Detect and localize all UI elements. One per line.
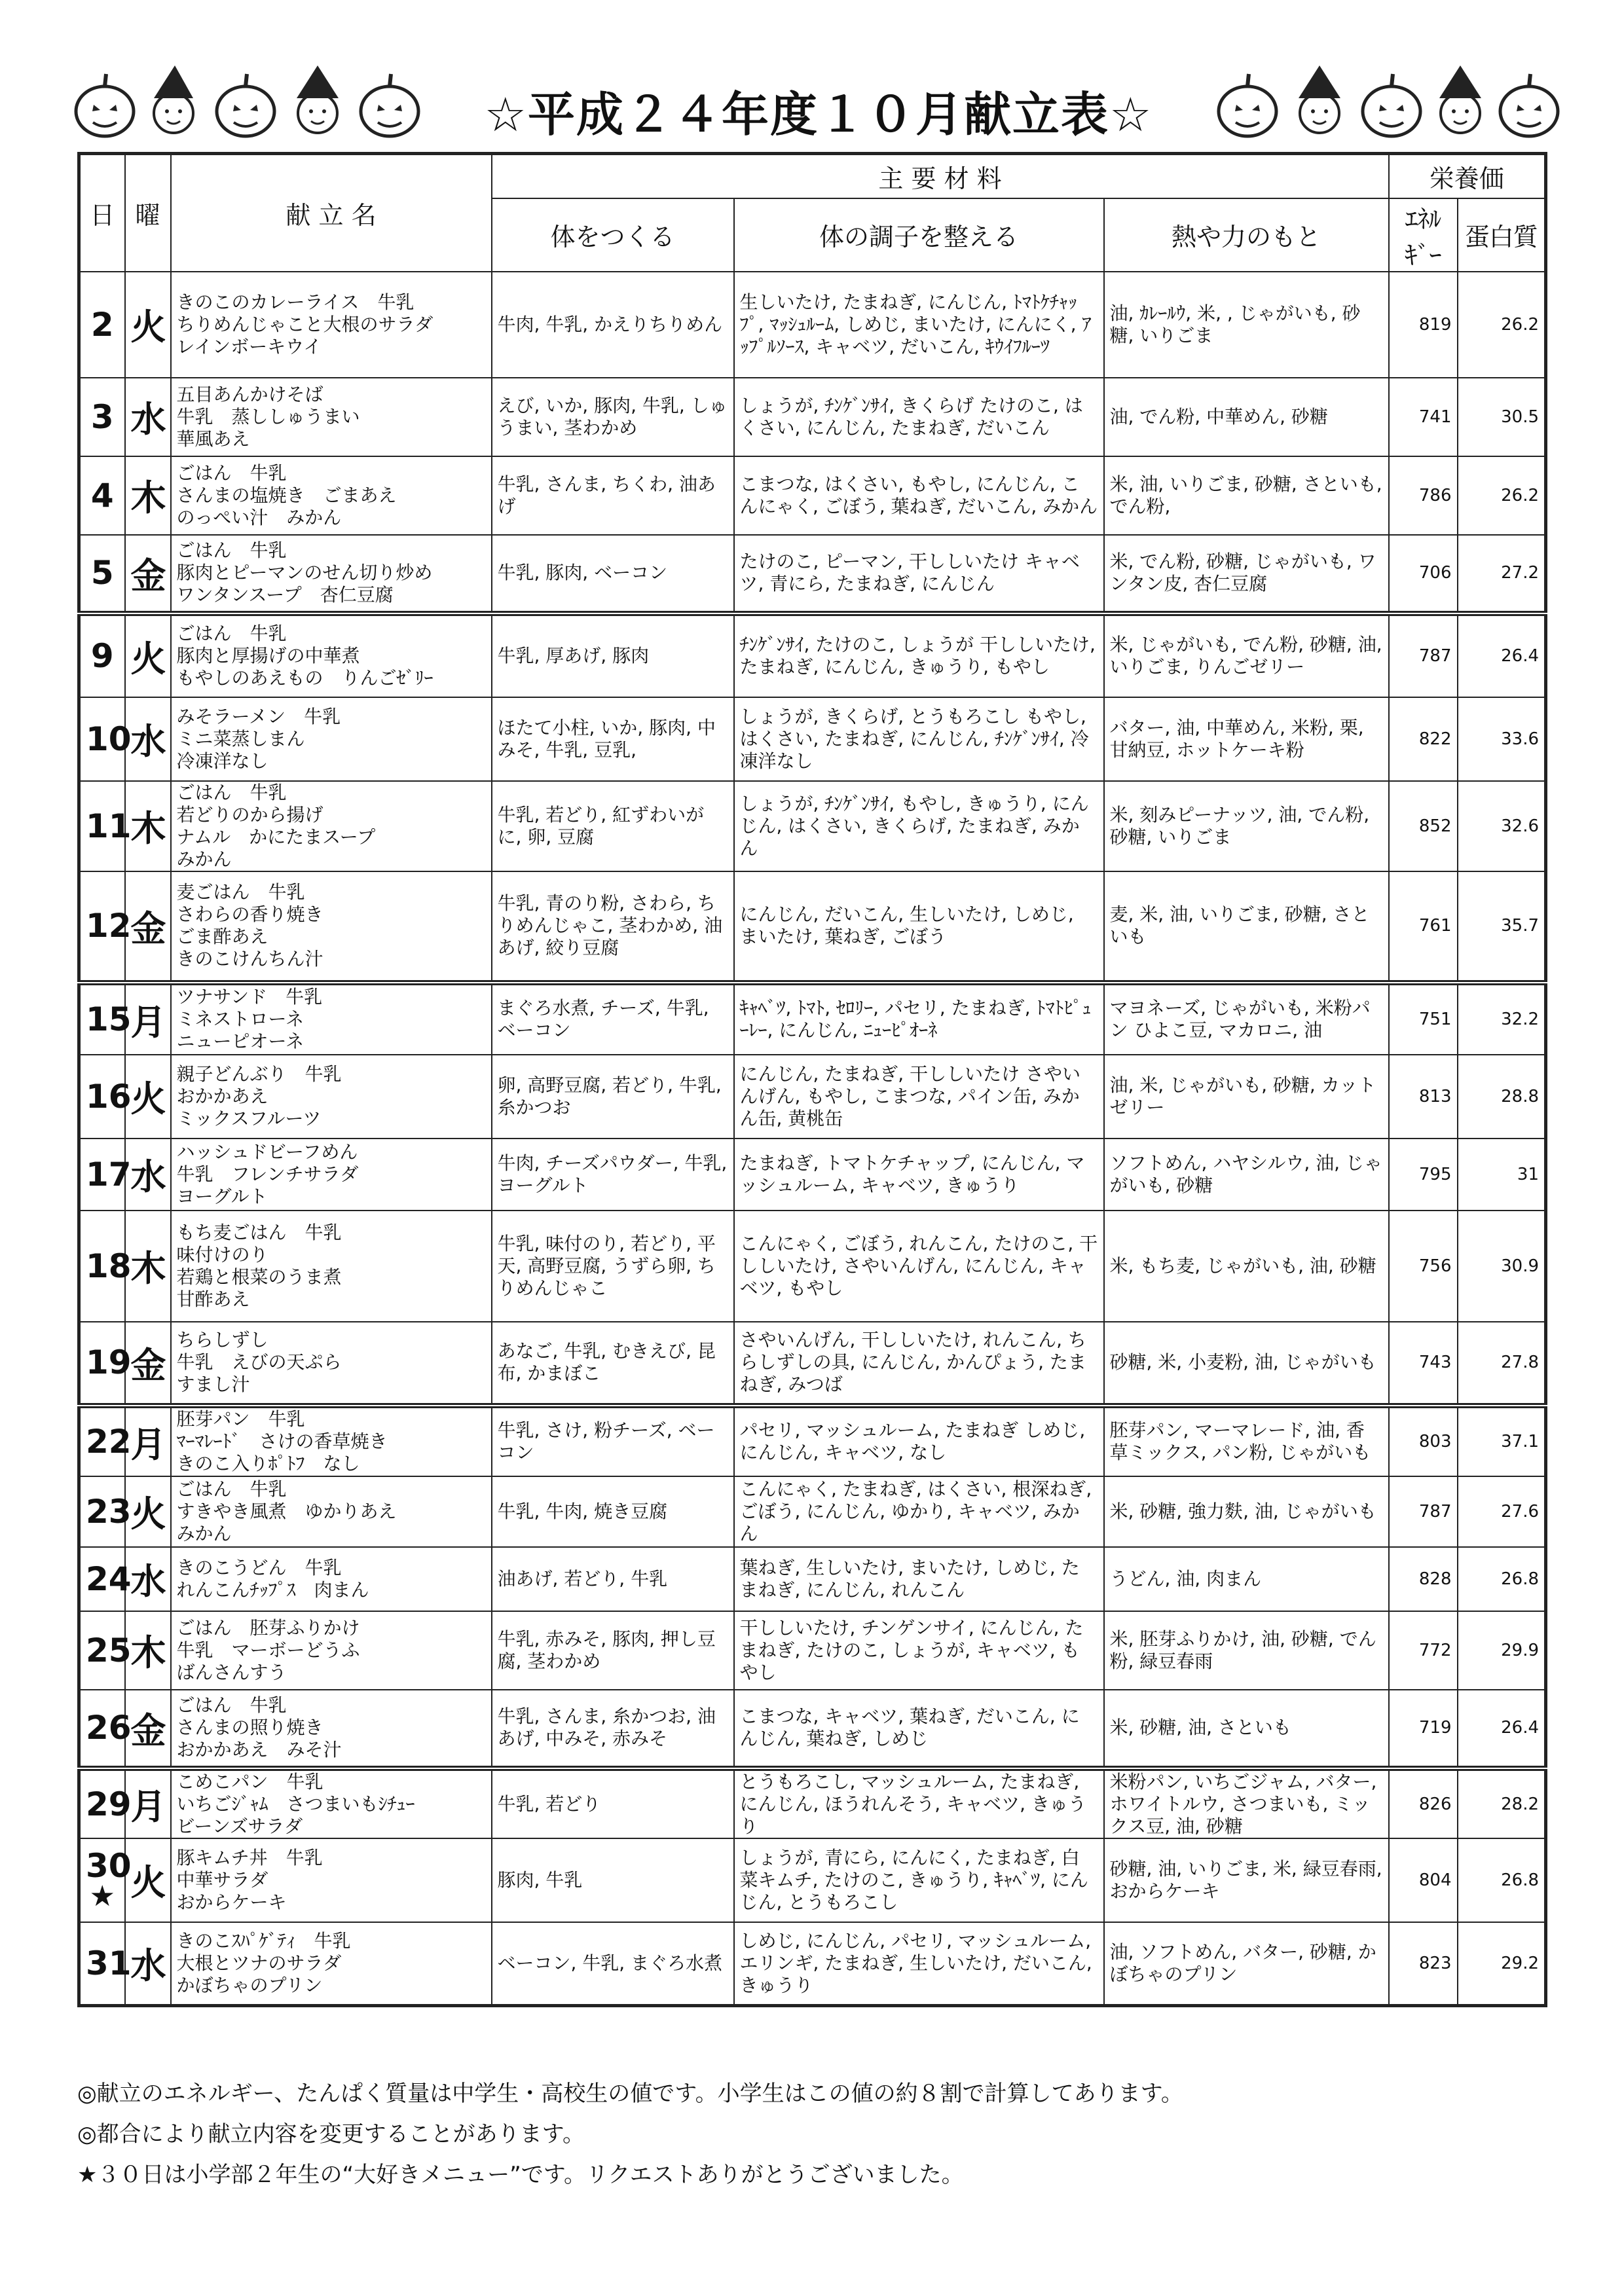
day-number: 3 [90, 397, 114, 436]
protein-value-cell: 32.6 [1458, 781, 1546, 871]
energy-source-cell: 油, 米, じゃがいも, 砂糖, カットゼリー [1104, 1055, 1389, 1139]
menu-row [79, 1547, 1546, 1611]
body-building-cell: 油あげ, 若どり, 牛乳 [492, 1547, 734, 1611]
day-cell [79, 378, 125, 456]
menu-row [79, 871, 1546, 983]
menu-name-cell: 親子どんぶり 牛乳 おかかあえ ミックスフルーツ [171, 1055, 492, 1139]
menu-row [79, 456, 1546, 535]
body-building-cell: ほたて小柱, いか, 豚肉, 中みそ, 牛乳, 豆乳, [492, 697, 734, 781]
energy-source-cell: 米, 刻みピーナッツ, 油, でん粉, 砂糖, いりごま [1104, 781, 1389, 871]
protein-value-cell: 33.6 [1458, 697, 1546, 781]
protein-value-cell: 30.9 [1458, 1211, 1546, 1322]
day-cell [79, 1838, 132, 1922]
energy-value-cell: 822 [1389, 697, 1458, 781]
energy-source-cell: 米, じゃがいも, でん粉, 砂糖, 油, いりごま, りんごゼリー [1104, 613, 1389, 697]
menu-name-cell: 五目あんかけそば 牛乳 蒸ししゅうまい 華風あえ [171, 378, 492, 456]
body-building-cell: 豚肉, 牛乳 [492, 1838, 734, 1922]
body-building-cell: 牛肉, 牛乳, かえりちりめん [492, 272, 734, 378]
energy-value-cell: 751 [1389, 983, 1458, 1055]
body-condition-cell: こんにゃく, たまねぎ, はくさい, 根深ねぎ, ごぼう, にんじん, ゆかり, キャベツ, みかん [734, 1476, 1104, 1547]
menu-name-cell: ごはん 牛乳 すきやき風煮 ゆかりあえ みかん [171, 1476, 492, 1547]
menu-row [79, 697, 1546, 781]
menu-name-cell: 豚キムチ丼 牛乳 中華サラダ おからケーキ [171, 1838, 492, 1922]
menu-row [79, 983, 1546, 1055]
protein-value-cell: 27.8 [1458, 1322, 1546, 1406]
day-number: 22 [86, 1423, 132, 1461]
energy-source-cell: 米, 油, いりごま, 砂糖, さといも, でん粉, [1104, 456, 1389, 535]
menu-row [79, 613, 1546, 697]
energy-source-cell: 米粉パン, いちごジャム, バター, ホワイトルウ, さつまいも, ミックス豆, 油, 砂糖 [1104, 1768, 1389, 1838]
protein-value-cell: 31 [1458, 1139, 1546, 1211]
weekday-cell: 金 [125, 1322, 171, 1406]
weekday-cell: 火 [125, 1476, 171, 1547]
body-building-cell: 牛乳, 味付のり, 若どり, 平天, 高野豆腐, うずら卵, ちりめんじゃこ [492, 1211, 734, 1322]
day-number: 4 [90, 476, 114, 515]
menu-table [77, 152, 1547, 2007]
energy-value-cell: 787 [1389, 1476, 1458, 1547]
page-title: ☆平成２４年度１０月献立表☆ [484, 87, 1153, 142]
day-cell [79, 1547, 132, 1611]
body-condition-cell: ｷｬﾍﾞﾂ, ﾄﾏﾄ, ｾﾛﾘｰ, パセリ, たまねぎ, ﾄﾏﾄﾋﾟｭｰﾚｰ, にんじん, ﾆｭｰﾋﾟｵｰﾈ [734, 983, 1104, 1055]
weekday-cell: 金 [125, 871, 171, 983]
note-change: ◎都合により献立内容を変更することがあります。 [77, 2121, 585, 2147]
day-number: 10 [86, 720, 132, 758]
header-dow: 曜 [125, 154, 171, 272]
header-body-condition: 体の調子を整える [734, 198, 1104, 272]
menu-name-cell: 胚芽パン 牛乳 ﾏｰﾏﾚｰﾄﾞ さけの香草焼き きのこ入りﾎﾟﾄﾌ なし [171, 1406, 492, 1476]
menu-name-cell: こめこパン 牛乳 いちごｼﾞｬﾑ さつまいもｼﾁｭｰ ビーンズサラダ [171, 1768, 492, 1838]
body-building-cell: 牛乳, 若どり, 紅ずわいがに, 卵, 豆腐 [492, 781, 734, 871]
energy-value-cell: 828 [1389, 1547, 1458, 1611]
weekday-cell: 水 [125, 378, 171, 456]
energy-source-cell: 米, もち麦, じゃがいも, 油, 砂糖 [1104, 1211, 1389, 1322]
body-building-cell: ベーコン, 牛乳, まぐろ水煮 [492, 1922, 734, 2006]
day-cell [79, 1406, 132, 1476]
day-cell [79, 1690, 132, 1768]
protein-value-cell: 26.2 [1458, 456, 1546, 535]
menu-name-cell: もち麦ごはん 牛乳 味付けのり 若鶏と根菜のうま煮 甘酢あえ [171, 1211, 492, 1322]
protein-value-cell: 27.2 [1458, 535, 1546, 613]
energy-value-cell: 803 [1389, 1406, 1458, 1476]
day-number: 30 [86, 1846, 132, 1885]
weekday-cell: 月 [125, 1768, 171, 1838]
energy-value-cell: 786 [1389, 456, 1458, 535]
energy-source-cell: うどん, 油, 肉まん [1104, 1547, 1389, 1611]
weekday-cell: 木 [125, 456, 171, 535]
day-number: 23 [86, 1492, 132, 1531]
menu-row [79, 1768, 1546, 1838]
body-condition-cell: パセリ, マッシュルーム, たまねぎ しめじ, にんじん, キャベツ, なし [734, 1406, 1104, 1476]
day-cell [79, 1055, 132, 1139]
menu-row [79, 1322, 1546, 1406]
body-building-cell: 牛乳, 若どり [492, 1768, 734, 1838]
energy-source-cell: 米, 砂糖, 油, さといも [1104, 1690, 1389, 1768]
body-condition-cell: しょうが, ﾁﾝｹﾞﾝｻｲ, もやし, きゅうり, にんじん, はくさい, きくらげ, たまねぎ, みかん [734, 781, 1104, 871]
protein-value-cell: 27.6 [1458, 1476, 1546, 1547]
menu-name-cell: ごはん 牛乳 若どりのから揚げ ナムル かにたまスープ みかん [171, 781, 492, 871]
body-building-cell: 卵, 高野豆腐, 若どり, 牛乳, 糸かつお [492, 1055, 734, 1139]
weekday-cell: 月 [125, 983, 171, 1055]
day-number: 2 [90, 305, 114, 344]
day-number: 12 [86, 907, 132, 945]
weekday-cell: 水 [125, 1547, 171, 1611]
menu-row [79, 1406, 1546, 1476]
weekday-cell: 火 [125, 613, 171, 697]
protein-value-cell: 28.8 [1458, 1055, 1546, 1139]
energy-source-cell: 胚芽パン, マーマレード, 油, 香草ミックス, パン粉, じゃがいも [1104, 1406, 1389, 1476]
menu-row [79, 1838, 1546, 1922]
menu-row [79, 1476, 1546, 1547]
weekday-cell: 月 [125, 1406, 171, 1476]
body-building-cell: まぐろ水煮, チーズ, 牛乳, ベーコン [492, 983, 734, 1055]
day-number: 19 [86, 1343, 132, 1381]
energy-value-cell: 852 [1389, 781, 1458, 871]
energy-value-cell: 826 [1389, 1768, 1458, 1838]
page-header [72, 62, 1565, 151]
energy-source-cell: 砂糖, 米, 小麦粉, 油, じゃがいも [1104, 1322, 1389, 1406]
day-cell [79, 1611, 132, 1690]
note-request: ★３０日は小学部２年生の“大好きメニュー”です。リクエストありがとうございました。 [77, 2162, 964, 2188]
weekday-cell: 火 [125, 272, 171, 378]
body-condition-cell: こまつな, キャベツ, 葉ねぎ, だいこん, にんじん, 葉ねぎ, しめじ [734, 1690, 1104, 1768]
day-number: 9 [90, 637, 114, 675]
day-cell [79, 613, 125, 697]
body-condition-cell: こんにゃく, ごぼう, れんこん, たけのこ, 干ししいたけ, さやいんげん, にんじん, キャベツ, もやし [734, 1211, 1104, 1322]
protein-value-cell: 30.5 [1458, 378, 1546, 456]
menu-name-cell: ちらしずし 牛乳 えびの天ぷら すまし汁 [171, 1322, 492, 1406]
body-condition-cell: ﾁﾝｹﾞﾝｻｲ, たけのこ, しょうが 干ししいたけ, たまねぎ, にんじん, きゅうり, もやし [734, 613, 1104, 697]
energy-value-cell: 819 [1389, 272, 1458, 378]
header-energy-source: 熱や力のもと [1104, 198, 1389, 272]
day-cell [79, 871, 132, 983]
body-building-cell: 牛乳, 厚あげ, 豚肉 [492, 613, 734, 697]
day-number: 16 [86, 1077, 132, 1116]
body-condition-cell: しめじ, にんじん, パセリ, マッシュルーム, エリンギ, たまねぎ, 生しいたけ, だいこん, きゅうり [734, 1922, 1104, 2006]
body-building-cell: 牛乳, 牛肉, 焼き豆腐 [492, 1476, 734, 1547]
protein-value-cell: 26.8 [1458, 1838, 1546, 1922]
header-nutrition: 栄養価 [1389, 154, 1546, 198]
body-building-cell: 牛乳, さんま, 糸かつお, 油あげ, 中みそ, 赤みそ [492, 1690, 734, 1768]
weekday-cell: 火 [125, 1838, 171, 1922]
energy-source-cell: 砂糖, 油, いりごま, 米, 緑豆春雨, おからケーキ [1104, 1838, 1389, 1922]
protein-value-cell: 37.1 [1458, 1406, 1546, 1476]
day-number: 29 [86, 1785, 132, 1823]
protein-value-cell: 26.2 [1458, 272, 1546, 378]
menu-name-cell: きのこｽﾊﾟｹﾞﾃｨ 牛乳 大根とツナのサラダ かぼちゃのプリン [171, 1922, 492, 2006]
energy-value-cell: 743 [1389, 1322, 1458, 1406]
day-cell [79, 1322, 132, 1406]
day-cell [79, 272, 125, 378]
weekday-cell: 水 [125, 1139, 171, 1211]
body-building-cell: 牛肉, チーズパウダー, 牛乳, ヨーグルト [492, 1139, 734, 1211]
protein-value-cell: 29.2 [1458, 1922, 1546, 2006]
weekday-cell: 金 [125, 535, 171, 613]
menu-row [79, 1211, 1546, 1322]
body-building-cell: 牛乳, さけ, 粉チーズ, ベーコン [492, 1406, 734, 1476]
day-number: 17 [86, 1155, 132, 1194]
menu-name-cell: ごはん 牛乳 さんまの塩焼き ごまあえ のっぺい汁 みかん [171, 456, 492, 535]
body-condition-cell: さやいんげん, 干ししいたけ, れんこん, ちらしずしの具, にんじん, かんぴょう, たまねぎ, みつば [734, 1322, 1104, 1406]
protein-value-cell: 26.4 [1458, 613, 1546, 697]
header-main-materials: 主 要 材 料 [492, 154, 1389, 198]
weekday-cell: 木 [125, 1611, 171, 1690]
menu-row [79, 535, 1546, 613]
menu-row [79, 378, 1546, 456]
energy-value-cell: 787 [1389, 613, 1458, 697]
day-cell [79, 1922, 132, 2006]
header-energy: ｴﾈﾙｷﾞｰ [1389, 198, 1458, 272]
menu-name-cell: ごはん 牛乳 豚肉と厚揚げの中華煮 もやしのあえもの りんごｾﾞﾘｰ [171, 613, 492, 697]
body-condition-cell: たけのこ, ピーマン, 干ししいたけ キャベツ, 青にら, たまねぎ, にんじん [734, 535, 1104, 613]
day-cell [79, 535, 125, 613]
energy-value-cell: 741 [1389, 378, 1458, 456]
menu-name-cell: ツナサンド 牛乳 ミネストローネ ニューピオーネ [171, 983, 492, 1055]
energy-source-cell: 油, ｶﾚｰﾙｳ, 米, , じゃがいも, 砂糖, いりごま [1104, 272, 1389, 378]
body-condition-cell: とうもろこし, マッシュルーム, たまねぎ, にんじん, ほうれんそう, キャベツ, きゅうり [734, 1768, 1104, 1838]
menu-row [79, 272, 1546, 378]
menu-name-cell: ごはん 胚芽ふりかけ 牛乳 マーボーどうふ ばんさんすう [171, 1611, 492, 1690]
header-menu-name: 献 立 名 [171, 154, 492, 272]
weekday-cell: 木 [125, 781, 171, 871]
protein-value-cell: 29.9 [1458, 1611, 1546, 1690]
weekday-cell: 金 [125, 1690, 171, 1768]
menu-row [79, 1690, 1546, 1768]
menu-name-cell: ハッシュドビーフめん 牛乳 フレンチサラダ ヨーグルト [171, 1139, 492, 1211]
weekday-cell: 水 [125, 697, 171, 781]
body-building-cell: えび, いか, 豚肉, 牛乳, しゅうまい, 茎わかめ [492, 378, 734, 456]
star-icon: ★ [89, 1879, 115, 1913]
menu-name-cell: きのこのカレーライス 牛乳 ちりめんじゃこと大根のサラダ レインボーキウイ [171, 272, 492, 378]
body-condition-cell: にんじん, たまねぎ, 干ししいたけ さやいんげん, もやし, こまつな, パイン缶, みかん缶, 黄桃缶 [734, 1055, 1104, 1139]
day-cell [79, 781, 132, 871]
energy-value-cell: 756 [1389, 1211, 1458, 1322]
energy-value-cell: 804 [1389, 1838, 1458, 1922]
day-cell [79, 1139, 132, 1211]
protein-value-cell: 26.4 [1458, 1690, 1546, 1768]
header-day: 日 [79, 154, 125, 272]
menu-name-cell: ごはん 牛乳 さんまの照り焼き おかかあえ みそ汁 [171, 1690, 492, 1768]
menu-row [79, 1139, 1546, 1211]
menu-name-cell: みそラーメン 牛乳 ミニ菜蒸しまん 冷凍洋なし [171, 697, 492, 781]
weekday-cell: 木 [125, 1211, 171, 1322]
day-number: 11 [86, 807, 132, 845]
energy-value-cell: 761 [1389, 871, 1458, 983]
energy-source-cell: マヨネーズ, じゃがいも, 米粉パン ひよこ豆, マカロニ, 油 [1104, 983, 1389, 1055]
body-condition-cell: しょうが, 青にら, にんにく, たまねぎ, 白菜キムチ, たけのこ, きゅうり, ｷｬﾍﾞﾂ, にんじん, とうもろこし [734, 1838, 1104, 1922]
menu-row [79, 1055, 1546, 1139]
energy-source-cell: 油, ソフトめん, バター, 砂糖, かぼちゃのプリン [1104, 1922, 1389, 2006]
energy-source-cell: バター, 油, 中華めん, 米粉, 栗, 甘納豆, ホットケーキ粉 [1104, 697, 1389, 781]
body-condition-cell: 葉ねぎ, 生しいたけ, まいたけ, しめじ, たまねぎ, にんじん, れんこん [734, 1547, 1104, 1611]
menu-rows [79, 272, 1546, 2006]
protein-value-cell: 26.8 [1458, 1547, 1546, 1611]
body-building-cell: 牛乳, さんま, ちくわ, 油あげ [492, 456, 734, 535]
protein-value-cell: 28.2 [1458, 1768, 1546, 1838]
day-number: 31 [86, 1944, 132, 1982]
body-condition-cell: 生しいたけ, たまねぎ, にんじん, ﾄﾏﾄｹﾁｬｯﾌﾟ, ﾏｯｼｭﾙｰﾑ, しめじ, まいたけ, にんにく, ｱｯﾌﾟﾙｿｰｽ, キャベツ, だいこん, ｷｳｲﾌﾙｰﾂ [734, 272, 1104, 378]
energy-source-cell: 米, 砂糖, 強力麩, 油, じゃがいも [1104, 1476, 1389, 1547]
day-cell [79, 697, 132, 781]
energy-value-cell: 813 [1389, 1055, 1458, 1139]
body-condition-cell: しょうが, ﾁﾝｹﾞﾝｻｲ, きくらげ たけのこ, はくさい, にんじん, たまねぎ, だいこん [734, 378, 1104, 456]
energy-value-cell: 719 [1389, 1690, 1458, 1768]
menu-name-cell: ごはん 牛乳 豚肉とピーマンのせん切り炒め ワンタンスープ 杏仁豆腐 [171, 535, 492, 613]
note-energy: ◎献立のエネルギー、たんぱく質量は中学生・高校生の値です。小学生はこの値の約８割で計算してあります。 [77, 2081, 1183, 2107]
body-condition-cell: 干ししいたけ, チンゲンサイ, にんじん, たまねぎ, たけのこ, しょうが, キャベツ, もやし [734, 1611, 1104, 1690]
menu-row [79, 781, 1546, 871]
body-condition-cell: にんじん, だいこん, 生しいたけ, しめじ, まいたけ, 葉ねぎ, ごぼう [734, 871, 1104, 983]
body-building-cell: 牛乳, 豚肉, ベーコン [492, 535, 734, 613]
day-number: 5 [90, 554, 114, 592]
energy-source-cell: 油, でん粉, 中華めん, 砂糖 [1104, 378, 1389, 456]
day-number: 18 [86, 1247, 132, 1285]
day-number: 25 [86, 1631, 132, 1669]
energy-value-cell: 823 [1389, 1922, 1458, 2006]
day-cell [79, 1476, 132, 1547]
header-body-building: 体をつくる [492, 198, 734, 272]
weekday-cell: 火 [125, 1055, 171, 1139]
day-number: 15 [86, 1000, 132, 1038]
energy-source-cell: 米, でん粉, 砂糖, じゃがいも, ワンタン皮, 杏仁豆腐 [1104, 535, 1389, 613]
body-condition-cell: しょうが, きくらげ, とうもろこし もやし, はくさい, たまねぎ, にんじん, ﾁﾝｹﾞﾝｻｲ, 冷凍洋なし [734, 697, 1104, 781]
menu-name-cell: きのこうどん 牛乳 れんこんﾁｯﾌﾟｽ 肉まん [171, 1547, 492, 1611]
weekday-cell: 水 [125, 1922, 171, 2006]
protein-value-cell: 35.7 [1458, 871, 1546, 983]
footnotes [77, 2075, 1544, 2197]
energy-value-cell: 706 [1389, 535, 1458, 613]
body-condition-cell: たまねぎ, トマトケチャップ, にんじん, マッシュルーム, キャベツ, きゅうり [734, 1139, 1104, 1211]
day-cell [79, 1768, 132, 1838]
day-cell [79, 1211, 132, 1322]
menu-row [79, 1922, 1546, 2006]
day-number: 24 [86, 1559, 132, 1598]
energy-source-cell: 麦, 米, 油, いりごま, 砂糖, さといも [1104, 871, 1389, 983]
day-number: 26 [86, 1709, 132, 1747]
menu-name-cell: 麦ごはん 牛乳 さわらの香り焼き ごま酢あえ きのこけんちん汁 [171, 871, 492, 983]
protein-value-cell: 32.2 [1458, 983, 1546, 1055]
energy-source-cell: 米, 胚芽ふりかけ, 油, 砂糖, でん粉, 緑豆春雨 [1104, 1611, 1389, 1690]
day-cell [79, 983, 132, 1055]
header-protein: 蛋白質 [1458, 198, 1546, 272]
energy-value-cell: 795 [1389, 1139, 1458, 1211]
body-building-cell: あなご, 牛乳, むきえび, 昆布, かまぼこ [492, 1322, 734, 1406]
body-building-cell: 牛乳, 赤みそ, 豚肉, 押し豆腐, 茎わかめ [492, 1611, 734, 1690]
energy-source-cell: ソフトめん, ハヤシルウ, 油, じゃがいも, 砂糖 [1104, 1139, 1389, 1211]
energy-value-cell: 772 [1389, 1611, 1458, 1690]
body-building-cell: 牛乳, 青のり粉, さわら, ちりめんじゃこ, 茎わかめ, 油あげ, 絞り豆腐 [492, 871, 734, 983]
day-cell [79, 456, 125, 535]
menu-row [79, 1611, 1546, 1690]
body-condition-cell: こまつな, はくさい, もやし, にんじん, こんにゃく, ごぼう, 葉ねぎ, だいこん, みかん [734, 456, 1104, 535]
